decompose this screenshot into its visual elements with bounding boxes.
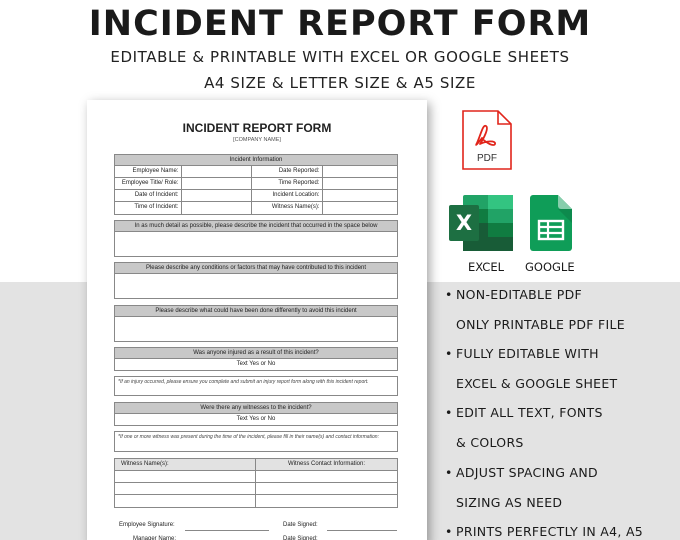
witness-name-cell[interactable] xyxy=(115,495,256,507)
injury-question: Was anyone injured as a result of this incident? xyxy=(115,348,397,359)
witness-question: Were there any witnesses to the incident? xyxy=(115,403,397,414)
feature-text: PRINTS PERFECTLY IN A4, A5 xyxy=(456,524,644,539)
bullet-icon: • xyxy=(445,405,453,420)
date-signed-line[interactable] xyxy=(327,530,397,531)
conditions-heading: Please describe any conditions or factors that may have contributed to this incident xyxy=(115,263,397,274)
witness-name-cell[interactable] xyxy=(115,471,256,482)
form-title: INCIDENT REPORT FORM xyxy=(182,121,332,135)
table-row xyxy=(115,471,397,483)
witness-names-field[interactable] xyxy=(323,202,397,214)
feature-item xyxy=(445,465,598,480)
employee-signature-label: Employee Signature: xyxy=(119,522,175,528)
describe-section xyxy=(114,220,398,257)
witness-name-cell[interactable] xyxy=(115,483,256,494)
incident-location-field[interactable] xyxy=(323,190,397,201)
company-name: [COMPANY NAME] xyxy=(233,137,281,143)
witness-table xyxy=(114,458,398,508)
bullet-icon: • xyxy=(445,287,453,302)
date-signed-label-2: Date Signed: xyxy=(283,536,318,540)
avoid-heading: Please describe what could have been done differently to avoid this incident xyxy=(115,306,397,317)
excel-icon-letter: X xyxy=(455,211,473,235)
feature-item xyxy=(445,287,582,302)
witness-name-header: Witness Name(s): xyxy=(115,459,256,470)
date-of-incident-label: Date of Incident: xyxy=(115,190,182,201)
google-sheets-icon xyxy=(530,195,572,251)
witness-contact-cell[interactable] xyxy=(256,471,397,482)
describe-field[interactable] xyxy=(115,232,397,256)
table-row xyxy=(115,166,397,178)
date-reported-label: Date Reported: xyxy=(252,166,323,177)
witness-contact-cell[interactable] xyxy=(256,495,397,507)
pdf-icon-label: PDF xyxy=(477,153,497,164)
feature-item xyxy=(445,317,625,332)
table-row xyxy=(115,202,397,214)
describe-heading: In as much detail as possible, please describe the incident that occurred in the space below xyxy=(115,221,397,232)
feature-item xyxy=(445,524,643,539)
feature-item xyxy=(445,405,603,420)
bullet-icon: • xyxy=(445,346,453,361)
bullet-icon: • xyxy=(445,524,453,539)
feature-text: ONLY PRINTABLE PDF FILE xyxy=(456,317,625,332)
time-reported-label: Time Reported: xyxy=(252,178,323,189)
conditions-section xyxy=(114,262,398,299)
feature-text: FULLY EDITABLE WITH xyxy=(456,346,599,361)
feature-item xyxy=(445,376,618,391)
table-row xyxy=(115,459,397,471)
employee-name-label: Employee Name: xyxy=(115,166,182,177)
employee-title-label: Employee Title/ Role: xyxy=(115,178,182,189)
witness-names-label: Witness Name(s): xyxy=(252,202,323,214)
witness-answer-field[interactable]: Text Yes or No xyxy=(236,416,276,422)
bullet-icon: • xyxy=(445,465,453,480)
page-size-subtitle: A4 SIZE & LETTER SIZE & A5 SIZE xyxy=(204,74,476,92)
feature-item xyxy=(445,495,562,510)
injury-note: *If an injury occurred, please ensure you complete and submit an injury report form along with this incident report. xyxy=(118,379,369,385)
table-row xyxy=(115,483,397,495)
employee-name-field[interactable] xyxy=(182,166,253,177)
table-row xyxy=(115,495,397,507)
witness-contact-header: Witness Contact Information: xyxy=(287,461,366,467)
page-title: INCIDENT REPORT FORM xyxy=(88,4,592,44)
witness-note-box xyxy=(114,431,398,452)
manager-name-label: Manager Name: xyxy=(133,536,177,540)
feature-text: & COLORS xyxy=(456,435,524,450)
incident-location-label: Incident Location: xyxy=(252,190,323,201)
injury-answer-field[interactable]: Text Yes or No xyxy=(236,361,276,367)
feature-text: NON-EDITABLE PDF xyxy=(456,287,583,302)
table-row xyxy=(115,178,397,190)
google-label: GOOGLE xyxy=(525,260,575,274)
avoid-section xyxy=(114,305,398,342)
date-signed-label: Date Signed: xyxy=(283,522,318,528)
feature-item xyxy=(445,435,524,450)
employee-title-field[interactable] xyxy=(182,178,253,189)
excel-icon xyxy=(449,195,513,251)
feature-item xyxy=(445,346,599,361)
date-of-incident-field[interactable] xyxy=(182,190,253,201)
injury-note-box xyxy=(114,376,398,396)
feature-text: ADJUST SPACING AND xyxy=(456,465,598,480)
date-reported-field[interactable] xyxy=(323,166,397,177)
witness-contact-cell[interactable] xyxy=(256,483,397,494)
time-reported-field[interactable] xyxy=(323,178,397,189)
witness-section xyxy=(114,402,398,426)
feature-text: EDIT ALL TEXT, FONTS xyxy=(456,405,603,420)
form-preview xyxy=(87,100,427,540)
time-of-incident-label: Time of Incident: xyxy=(115,202,182,214)
injury-section xyxy=(114,347,398,371)
incident-info-table xyxy=(114,154,398,215)
pdf-icon xyxy=(462,110,512,170)
page-subtitle: EDITABLE & PRINTABLE WITH EXCEL OR GOOGLE SHEETS xyxy=(110,48,570,66)
witness-note: *If one or more witness was present during the time of the incident, please fill in their name(s) and contact information: xyxy=(118,434,379,440)
excel-label: EXCEL xyxy=(468,260,505,274)
feature-text: EXCEL & GOOGLE SHEET xyxy=(456,376,618,391)
table-row xyxy=(115,190,397,202)
conditions-field[interactable] xyxy=(115,274,397,298)
feature-text: SIZING AS NEED xyxy=(456,495,563,510)
avoid-field[interactable] xyxy=(115,317,397,341)
employee-signature-line[interactable] xyxy=(185,530,269,531)
time-of-incident-field[interactable] xyxy=(182,202,253,214)
incident-info-heading: Incident Information xyxy=(115,155,397,166)
